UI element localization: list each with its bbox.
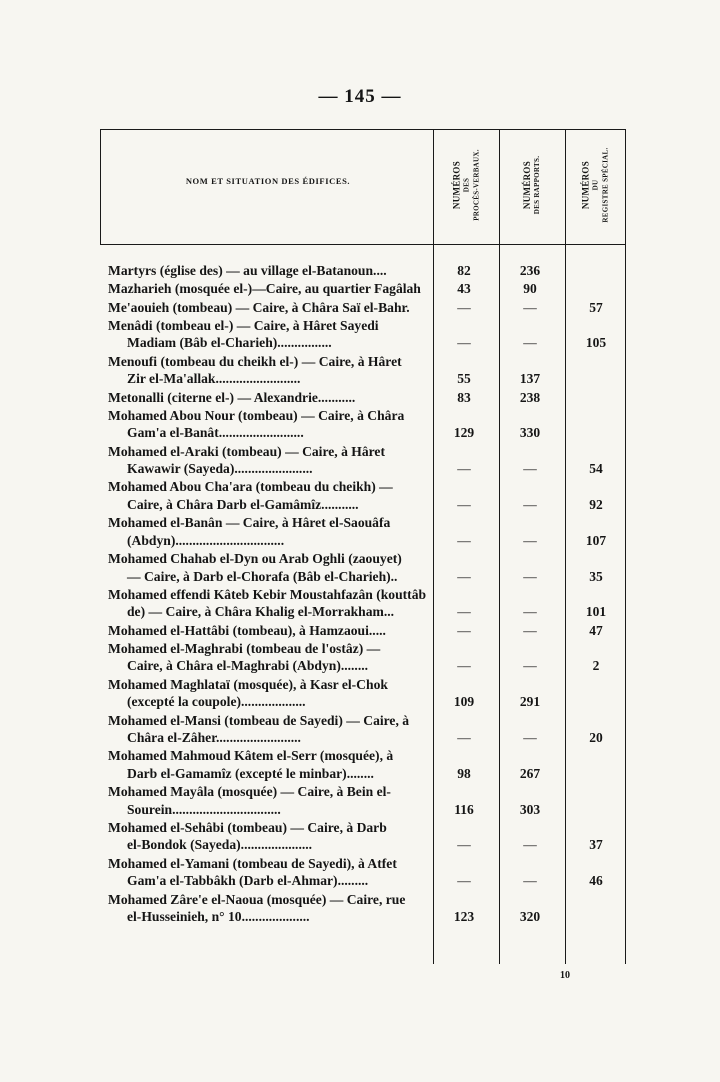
registre-number: 47 xyxy=(589,622,603,638)
proces-verbal-number: — xyxy=(457,622,471,638)
proces-verbal-number: — xyxy=(457,658,471,674)
proces-verbal-number: — xyxy=(457,837,471,853)
rapport-number: — xyxy=(523,730,537,745)
registre-number: 57 xyxy=(589,299,603,315)
entry-name-line: Mohamed el-Hattâbi (tombeau), à Hamzaoui..... xyxy=(108,622,386,638)
table-row xyxy=(108,622,430,640)
entry-name-line: Mohamed el-Banân — Caire, à Hâret el-Saouâfa xyxy=(108,515,391,531)
rapport-number: 291 xyxy=(519,694,541,710)
entry-continuation-line: Gam'a el-Banât......................... xyxy=(127,425,304,441)
registre-number: 92 xyxy=(589,496,603,512)
proces-verbal-number: 83 xyxy=(457,389,471,405)
proces-verbal-number: — xyxy=(457,335,471,351)
registre-number: 20 xyxy=(589,730,603,745)
rapport-number: — xyxy=(523,461,537,477)
rapport-number: 238 xyxy=(519,389,541,405)
entry-continuation-line: Châra el-Zâher......................... xyxy=(127,730,301,745)
table-row xyxy=(108,819,430,854)
rapport-number: 90 xyxy=(523,281,537,297)
rapport-number: — xyxy=(523,299,537,315)
rapport-number: 236 xyxy=(519,263,541,278)
table-row xyxy=(108,891,430,926)
table-row xyxy=(108,586,430,621)
registre-number: 107 xyxy=(585,532,607,548)
rapport-number: 137 xyxy=(519,371,541,387)
entry-continuation-line: el-Husseinieh, n° 10.................... xyxy=(127,909,310,924)
table-row xyxy=(108,514,430,549)
table-row xyxy=(108,478,430,513)
proces-verbal-number: 55 xyxy=(457,371,471,387)
rapport-number: — xyxy=(523,496,537,512)
proces-verbal-number: 109 xyxy=(453,694,475,710)
entry-continuation-line: (excepté la coupole)................... xyxy=(127,694,306,710)
proces-verbal-number: 98 xyxy=(457,765,471,781)
table-row xyxy=(108,712,430,747)
entry-name-line: Menâdi (tombeau el-) — Caire, à Hâret Sayedi xyxy=(108,317,379,333)
proces-verbal-number: 129 xyxy=(453,425,475,441)
entry-name-line: Me'aouieh (tombeau) — Caire, à Châra Saï el-Bahr. xyxy=(108,299,410,315)
entry-name-line: Mohamed el-Maghrabi (tombeau de l'ostâz) — xyxy=(108,640,381,656)
table-row xyxy=(108,783,430,818)
rapport-number: 320 xyxy=(519,909,541,924)
proces-verbal-number: 123 xyxy=(453,909,475,924)
entry-name-line: Mohamed Abou Nour (tombeau) — Caire, à Châra xyxy=(108,407,405,423)
header-bottom-rule xyxy=(100,244,626,245)
proces-verbal-number: 82 xyxy=(457,263,471,278)
proces-verbal-number: — xyxy=(457,568,471,584)
table-row xyxy=(108,353,430,388)
registre-number: 101 xyxy=(585,604,607,620)
entry-continuation-line: Gam'a el-Tabbâkh (Darb el-Ahmar)......... xyxy=(127,873,369,889)
entry-name-line: Mohamed el-Sehâbi (tombeau) — Caire, à Darb xyxy=(108,819,387,835)
rapport-number: 330 xyxy=(519,425,541,441)
table-row xyxy=(108,550,430,585)
table-row xyxy=(108,317,430,352)
entry-name-line: Mohamed Zâre'e el-Naoua (mosquée) — Caire, rue xyxy=(108,891,406,907)
rapport-number: — xyxy=(523,837,537,853)
entry-name-line: Metonalli (citerne el-) — Alexandrie........... xyxy=(108,389,356,405)
registre-number: 54 xyxy=(589,461,603,477)
table-row xyxy=(108,262,430,280)
entry-continuation-line: Kawawir (Sayeda)....................... xyxy=(127,461,313,477)
rapport-number: 303 xyxy=(519,801,541,817)
proces-verbal-number: 43 xyxy=(457,281,471,297)
proces-verbal-number: — xyxy=(457,461,471,477)
entry-continuation-line: Madiam (Bâb el-Charieh)................ xyxy=(127,335,332,351)
entry-continuation-line: el-Bondok (Sayeda)..................... xyxy=(127,837,313,853)
rapport-number: 267 xyxy=(519,765,541,781)
rapport-number: — xyxy=(523,568,537,584)
rapport-number: — xyxy=(523,532,537,548)
entry-name-line: Martyrs (église des) — au village el-Batanoun.... xyxy=(108,263,387,278)
entry-continuation-line: de) — Caire, à Châra Khalig el-Morrakham... xyxy=(127,604,395,620)
entry-continuation-line: Caire, à Châra el-Maghrabi (Abdyn)........ xyxy=(127,658,369,674)
registre-number: 37 xyxy=(589,837,603,853)
proces-verbal-number: 116 xyxy=(454,801,474,817)
page-number: — 145 — xyxy=(318,86,402,107)
entry-name-line: Menoufi (tombeau du cheikh el-) — Caire, à Hâret xyxy=(108,353,402,369)
table-row xyxy=(108,676,430,711)
entry-name-line: Mohamed el-Mansi (tombeau de Sayedi) — Caire, à xyxy=(108,712,410,728)
entry-name-line: Mohamed Mahmoud Kâtem el-Serr (mosquée), à xyxy=(108,748,394,764)
proces-verbal-number: — xyxy=(457,604,471,620)
table-row xyxy=(108,280,430,298)
entry-name-line: Mohamed Maghlataï (mosquée), à Kasr el-Chok xyxy=(108,676,388,692)
entry-continuation-line: (Abdyn)................................ xyxy=(127,532,285,548)
proces-verbal-number: — xyxy=(457,496,471,512)
rapport-number: — xyxy=(523,658,537,674)
rapport-number: — xyxy=(523,604,537,620)
proces-verbal-number: — xyxy=(457,730,471,745)
proces-verbal-number: — xyxy=(457,873,471,889)
entry-name-line: Mohamed el-Yamani (tombeau de Sayedi), à Atfet xyxy=(108,855,397,871)
table-row xyxy=(108,299,430,317)
rapport-number: — xyxy=(523,335,537,351)
header-rapports: NUMÉROS DES RAPPORTS. xyxy=(522,155,542,215)
rapport-number: — xyxy=(523,873,537,889)
registre-number: 105 xyxy=(585,335,607,351)
entry-name-line: Mohamed el-Araki (tombeau) — Caire, à Hâret xyxy=(108,443,385,459)
entry-name-line: Mohamed Chahab el-Dyn ou Arab Oghli (zaouyet) xyxy=(108,551,402,566)
table-left-rule xyxy=(100,129,101,245)
table-row xyxy=(108,640,430,675)
table-row xyxy=(108,747,430,782)
header-name-column: NOM ET SITUATION DES ÉDIFICES. xyxy=(185,176,351,186)
entry-name-line: Mohamed effendi Kâteb Kebir Moustahfazân (kouttâb xyxy=(108,586,427,602)
entry-name-line: Mohamed Mayâla (mosquée) — Caire, à Bein el- xyxy=(108,784,391,800)
entry-continuation-line: — Caire, à Darb el-Chorafa (Bâb el-Charieh).. xyxy=(127,568,398,584)
entry-continuation-line: Darb el-Gamamîz (excepté le minbar)........ xyxy=(127,765,374,781)
entry-continuation-line: Sourein................................ xyxy=(127,801,281,817)
table-row xyxy=(108,407,430,442)
rapport-number: — xyxy=(523,622,537,638)
proces-verbal-number: — xyxy=(457,532,471,548)
header-registre: NUMÉROS DU REGISTRE SPÉCIAL. xyxy=(580,147,610,223)
entry-name-line: Mohamed Abou Cha'ara (tombeau du cheikh) — xyxy=(108,479,393,495)
proces-verbal-number: — xyxy=(457,299,471,315)
table-row xyxy=(108,443,430,478)
header-proces-verbaux: NUMÉROS DES PROCÈS-VERBAUX. xyxy=(451,149,481,221)
table-row xyxy=(108,389,430,407)
registre-number: 46 xyxy=(589,873,603,889)
signature-mark: 10 xyxy=(560,970,570,981)
registre-number: 2 xyxy=(592,658,600,674)
table-row xyxy=(108,855,430,890)
entry-continuation-line: Zir el-Ma'allak......................... xyxy=(127,371,301,387)
table-top-rule xyxy=(100,129,626,130)
entry-continuation-line: Caire, à Châra Darb el-Gamâmîz........... xyxy=(127,496,359,512)
entry-name-line: Mazharieh (mosquée el-)—Caire, au quartier Fagâlah xyxy=(108,281,421,297)
registre-number: 35 xyxy=(589,568,603,584)
